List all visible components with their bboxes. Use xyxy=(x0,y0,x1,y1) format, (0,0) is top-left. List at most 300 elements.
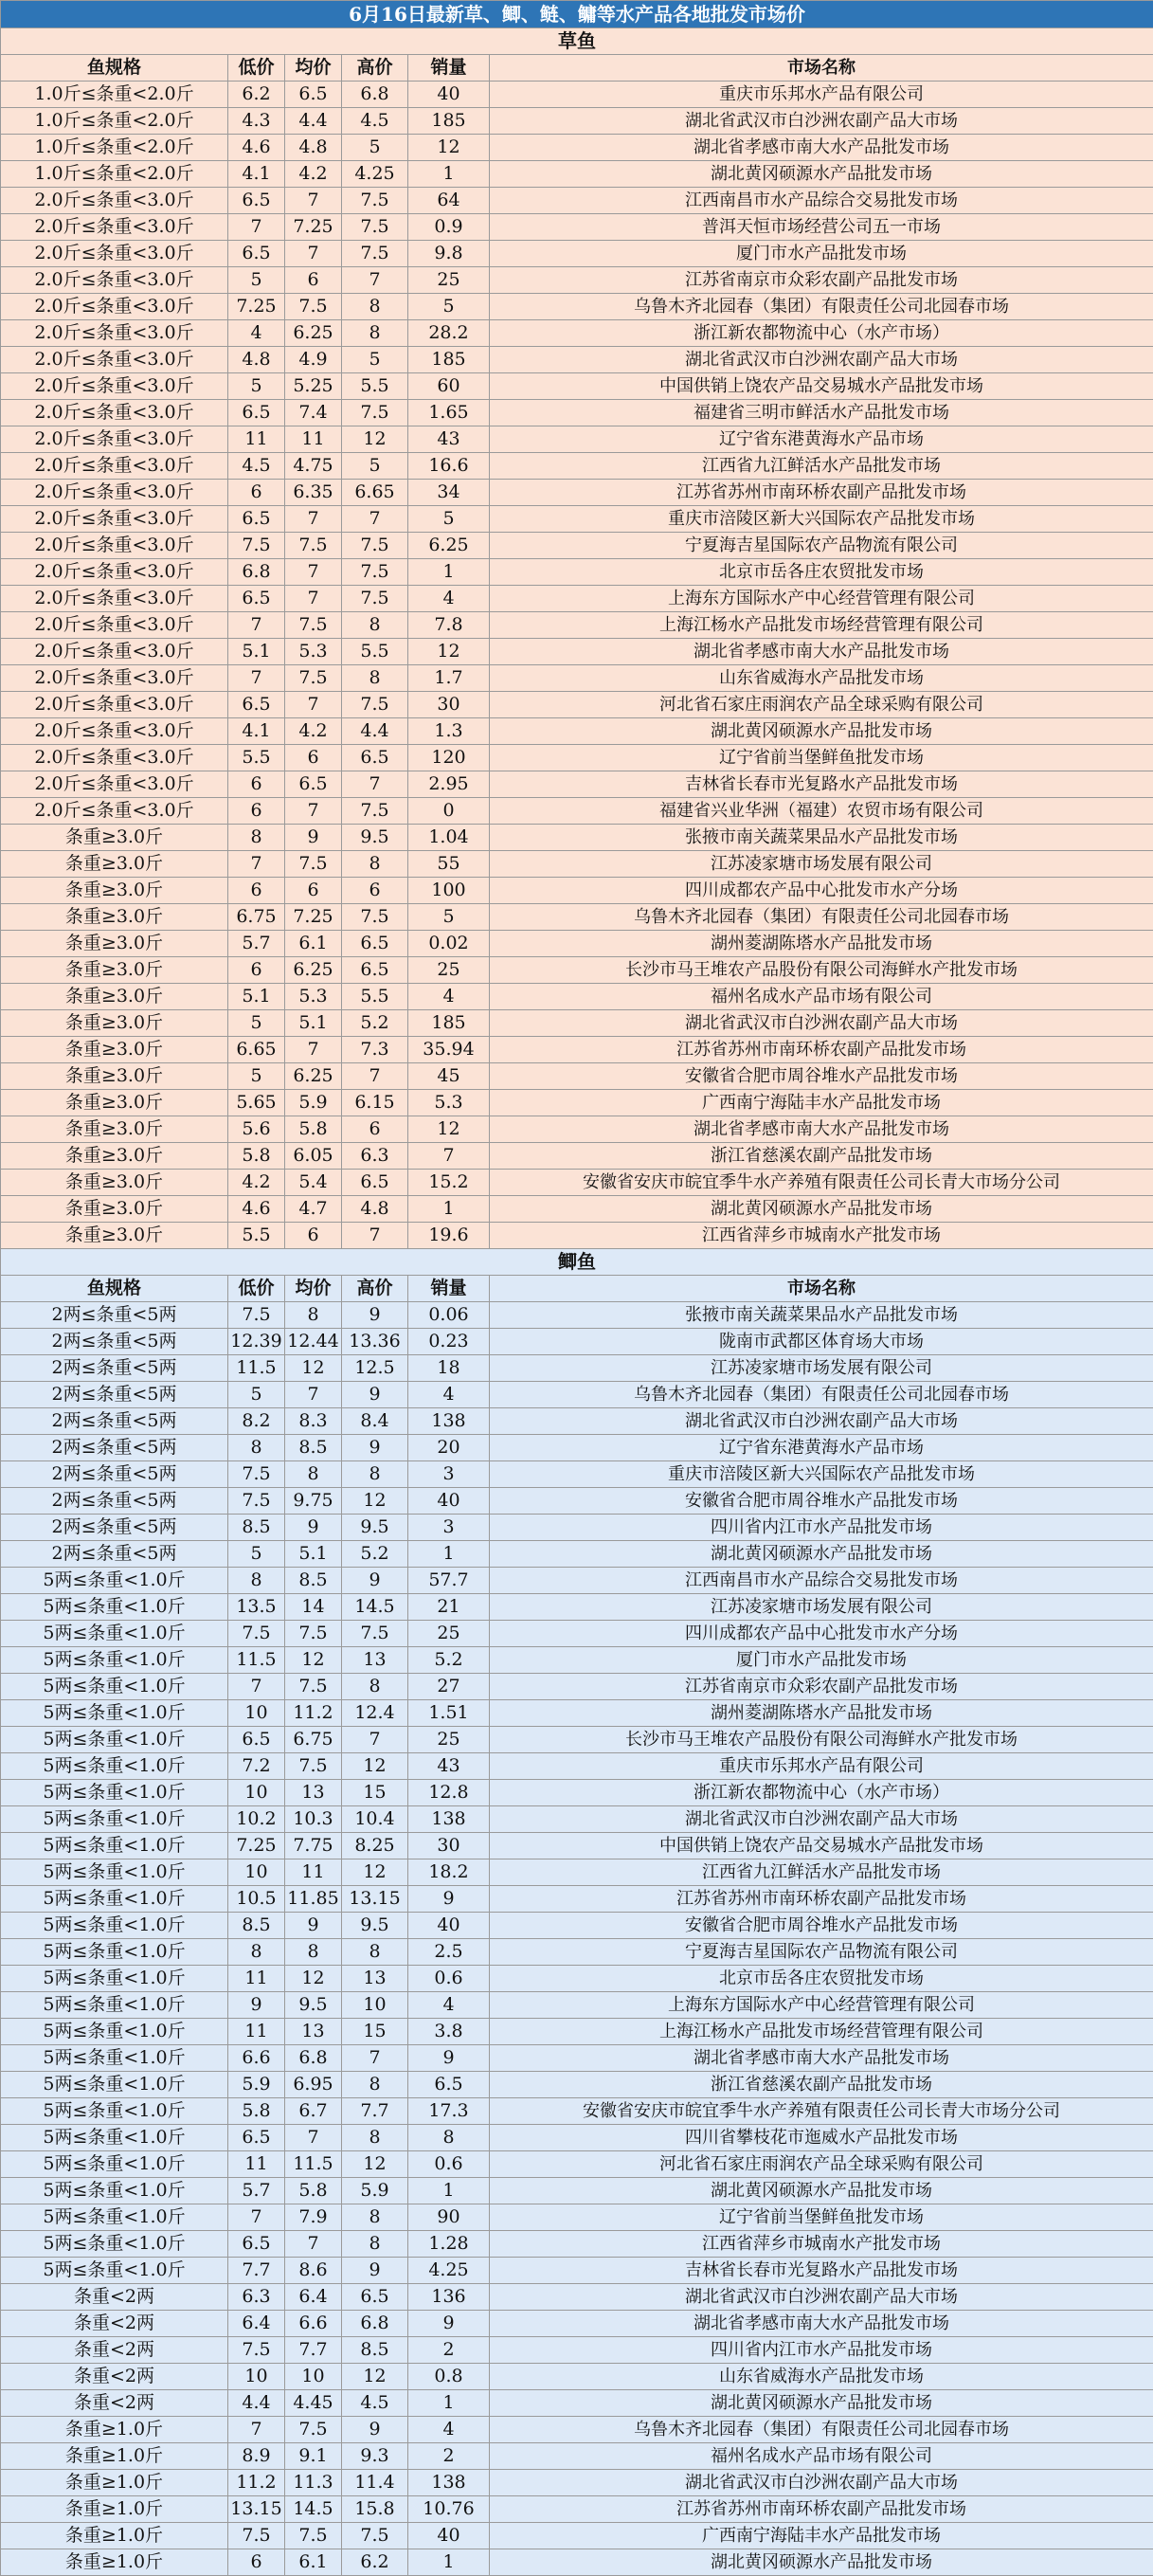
table-row xyxy=(1,1037,1153,1063)
high-price-cell: 5.5 xyxy=(342,639,408,665)
market-name-cell: 湖北省武汉市白沙洲农副产品大市场 xyxy=(490,347,1153,373)
volume-cell: 30 xyxy=(408,692,490,718)
market-name-cell: 江苏省南京市众彩农副产品批发市场 xyxy=(490,267,1153,294)
low-price-cell: 7.5 xyxy=(228,1621,285,1647)
market-name-cell: 浙江省慈溪农副产品批发市场 xyxy=(490,2072,1153,2098)
low-price-cell: 8.5 xyxy=(228,1913,285,1939)
header-low-price: 低价 xyxy=(228,1276,285,1302)
low-price-cell: 6.3 xyxy=(228,2284,285,2311)
low-price-cell: 4.6 xyxy=(228,135,285,161)
market-name-cell: 长沙市马王堆农产品股份有限公司海鲜水产批发市场 xyxy=(490,957,1153,984)
avg-price-cell: 7.4 xyxy=(285,400,342,426)
volume-cell: 5 xyxy=(408,294,490,320)
high-price-cell: 13.15 xyxy=(342,1886,408,1913)
high-price-cell: 8 xyxy=(342,665,408,692)
header-low-price: 低价 xyxy=(228,55,285,82)
table-row xyxy=(1,745,1153,771)
market-name-cell: 湖北黄冈硕源水产品批发市场 xyxy=(490,2178,1153,2204)
low-price-cell: 4.6 xyxy=(228,1196,285,1223)
market-name-cell: 北京市岳各庄农贸批发市场 xyxy=(490,559,1153,586)
market-name-cell: 江西省九江鲜活水产品批发市场 xyxy=(490,1859,1153,1886)
table-row xyxy=(1,294,1153,320)
spec-cell: 1.0斤≤条重<2.0斤 xyxy=(1,108,228,135)
volume-cell: 5.3 xyxy=(408,1090,490,1116)
market-name-cell: 辽宁省东港黄海水产品市场 xyxy=(490,1435,1153,1461)
high-price-cell: 8 xyxy=(342,294,408,320)
high-price-cell: 9.3 xyxy=(342,2443,408,2470)
table-row xyxy=(1,1886,1153,1913)
spec-cell: 5两≤条重<1.0斤 xyxy=(1,1833,228,1859)
volume-cell: 21 xyxy=(408,1594,490,1621)
market-name-cell: 宁夏海吉星国际农产品物流有限公司 xyxy=(490,1939,1153,1966)
high-price-cell: 7 xyxy=(342,1223,408,1249)
avg-price-cell: 7 xyxy=(285,1382,342,1408)
spec-cell: 2.0斤≤条重<3.0斤 xyxy=(1,718,228,745)
table-row xyxy=(1,2443,1153,2470)
high-price-cell: 6.5 xyxy=(342,1170,408,1196)
low-price-cell: 4.5 xyxy=(228,453,285,480)
volume-cell: 5 xyxy=(408,904,490,931)
spec-cell: 条重≥3.0斤 xyxy=(1,878,228,904)
market-name-cell: 辽宁省前当堡鲜鱼批发市场 xyxy=(490,745,1153,771)
volume-cell: 40 xyxy=(408,82,490,108)
avg-price-cell: 6 xyxy=(285,878,342,904)
avg-price-cell: 12 xyxy=(285,1966,342,1992)
market-name-cell: 湖北省武汉市白沙洲农副产品大市场 xyxy=(490,1806,1153,1833)
market-name-cell: 四川成都农产品中心批发市水产分场 xyxy=(490,1621,1153,1647)
high-price-cell: 9 xyxy=(342,2258,408,2284)
low-price-cell: 6.4 xyxy=(228,2311,285,2337)
volume-cell: 0.23 xyxy=(408,1329,490,1355)
market-name-cell: 湖北省武汉市白沙洲农副产品大市场 xyxy=(490,1408,1153,1435)
spec-cell: 2.0斤≤条重<3.0斤 xyxy=(1,612,228,639)
spec-cell: 5两≤条重<1.0斤 xyxy=(1,1753,228,1780)
volume-cell: 34 xyxy=(408,480,490,506)
market-name-cell: 上海东方国际水产中心经营管理有限公司 xyxy=(490,1992,1153,2019)
table-row xyxy=(1,2417,1153,2443)
table-row xyxy=(1,1913,1153,1939)
avg-price-cell: 7 xyxy=(285,798,342,825)
low-price-cell: 5.65 xyxy=(228,1090,285,1116)
table-row xyxy=(1,612,1153,639)
volume-cell: 5.2 xyxy=(408,1647,490,1674)
low-price-cell: 7 xyxy=(228,1674,285,1700)
high-price-cell: 7 xyxy=(342,1063,408,1090)
volume-cell: 25 xyxy=(408,1727,490,1753)
high-price-cell: 15.8 xyxy=(342,2496,408,2523)
table-row xyxy=(1,1382,1153,1408)
avg-price-cell: 11.3 xyxy=(285,2470,342,2496)
table-row xyxy=(1,2523,1153,2549)
high-price-cell: 6.5 xyxy=(342,2284,408,2311)
avg-price-cell: 6.05 xyxy=(285,1143,342,1170)
table-row xyxy=(1,559,1153,586)
low-price-cell: 13.15 xyxy=(228,2496,285,2523)
volume-cell: 12 xyxy=(408,135,490,161)
table-row xyxy=(1,1010,1153,1037)
spec-cell: 5两≤条重<1.0斤 xyxy=(1,2125,228,2151)
table-row xyxy=(1,453,1153,480)
avg-price-cell: 7.25 xyxy=(285,214,342,241)
spec-cell: 条重<2两 xyxy=(1,2311,228,2337)
spec-cell: 5两≤条重<1.0斤 xyxy=(1,1621,228,1647)
low-price-cell: 6 xyxy=(228,480,285,506)
table-row xyxy=(1,1063,1153,1090)
table-row xyxy=(1,1674,1153,1700)
low-price-cell: 6.6 xyxy=(228,2045,285,2072)
spec-cell: 5两≤条重<1.0斤 xyxy=(1,2072,228,2098)
spec-cell: 条重<2两 xyxy=(1,2390,228,2417)
avg-price-cell: 5.4 xyxy=(285,1170,342,1196)
avg-price-cell: 11.5 xyxy=(285,2151,342,2178)
table-row xyxy=(1,1806,1153,1833)
avg-price-cell: 4.75 xyxy=(285,453,342,480)
high-price-cell: 9.5 xyxy=(342,1913,408,1939)
high-price-cell: 15 xyxy=(342,2019,408,2045)
volume-cell: 1 xyxy=(408,2178,490,2204)
market-name-cell: 湖北黄冈硕源水产品批发市场 xyxy=(490,2390,1153,2417)
low-price-cell: 12.39 xyxy=(228,1329,285,1355)
volume-cell: 1.65 xyxy=(408,400,490,426)
market-name-cell: 张掖市南关蔬菜果品水产品批发市场 xyxy=(490,825,1153,851)
low-price-cell: 5 xyxy=(228,1382,285,1408)
avg-price-cell: 4.2 xyxy=(285,161,342,188)
table-row xyxy=(1,2231,1153,2258)
table-row xyxy=(1,692,1153,718)
spec-cell: 5两≤条重<1.0斤 xyxy=(1,2019,228,2045)
volume-cell: 1.7 xyxy=(408,665,490,692)
volume-cell: 138 xyxy=(408,2470,490,2496)
volume-cell: 3.8 xyxy=(408,2019,490,2045)
spec-cell: 条重≥3.0斤 xyxy=(1,851,228,878)
header-market-name: 市场名称 xyxy=(490,1276,1153,1302)
market-name-cell: 吉林省长春市光复路水产品批发市场 xyxy=(490,771,1153,798)
market-name-cell: 湖北省孝感市南大水产品批发市场 xyxy=(490,1116,1153,1143)
spec-cell: 5两≤条重<1.0斤 xyxy=(1,1939,228,1966)
table-row xyxy=(1,1435,1153,1461)
high-price-cell: 7.5 xyxy=(342,241,408,267)
avg-price-cell: 5.1 xyxy=(285,1010,342,1037)
table-row xyxy=(1,904,1153,931)
avg-price-cell: 7 xyxy=(285,1037,342,1063)
high-price-cell: 8 xyxy=(342,1939,408,1966)
spec-cell: 条重≥3.0斤 xyxy=(1,1143,228,1170)
high-price-cell: 13.36 xyxy=(342,1329,408,1355)
spec-cell: 2.0斤≤条重<3.0斤 xyxy=(1,426,228,453)
spec-cell: 条重≥1.0斤 xyxy=(1,2443,228,2470)
avg-price-cell: 6 xyxy=(285,1223,342,1249)
spec-cell: 2.0斤≤条重<3.0斤 xyxy=(1,586,228,612)
high-price-cell: 7.5 xyxy=(342,559,408,586)
market-name-cell: 乌鲁木齐北园春（集团）有限责任公司北园春市场 xyxy=(490,294,1153,320)
spec-cell: 5两≤条重<1.0斤 xyxy=(1,2178,228,2204)
spec-cell: 1.0斤≤条重<2.0斤 xyxy=(1,135,228,161)
volume-cell: 2.5 xyxy=(408,1939,490,1966)
high-price-cell: 13 xyxy=(342,1966,408,1992)
high-price-cell: 5.5 xyxy=(342,373,408,400)
low-price-cell: 7.5 xyxy=(228,1461,285,1488)
market-name-cell: 厦门市水产品批发市场 xyxy=(490,1647,1153,1674)
volume-cell: 9 xyxy=(408,1886,490,1913)
avg-price-cell: 11 xyxy=(285,1859,342,1886)
volume-cell: 40 xyxy=(408,1488,490,1515)
avg-price-cell: 6.4 xyxy=(285,2284,342,2311)
avg-price-cell: 6.75 xyxy=(285,1727,342,1753)
market-name-cell: 浙江新农都物流中心（水产市场） xyxy=(490,1780,1153,1806)
volume-cell: 6.25 xyxy=(408,533,490,559)
avg-price-cell: 4.4 xyxy=(285,108,342,135)
market-name-cell: 中国供销上饶农产品交易城水产品批发市场 xyxy=(490,1833,1153,1859)
high-price-cell: 6.2 xyxy=(342,2549,408,2576)
market-name-cell: 上海东方国际水产中心经营管理有限公司 xyxy=(490,586,1153,612)
avg-price-cell: 7.5 xyxy=(285,851,342,878)
spec-cell: 条重≥1.0斤 xyxy=(1,2549,228,2576)
spec-cell: 2两≤条重<5两 xyxy=(1,1382,228,1408)
avg-price-cell: 7 xyxy=(285,559,342,586)
market-name-cell: 安徽省合肥市周谷堆水产品批发市场 xyxy=(490,1488,1153,1515)
volume-cell: 1.04 xyxy=(408,825,490,851)
volume-cell: 25 xyxy=(408,267,490,294)
avg-price-cell: 13 xyxy=(285,1780,342,1806)
high-price-cell: 4.5 xyxy=(342,2390,408,2417)
spec-cell: 2.0斤≤条重<3.0斤 xyxy=(1,347,228,373)
market-name-cell: 江西省萍乡市城南水产批发市场 xyxy=(490,1223,1153,1249)
avg-price-cell: 14 xyxy=(285,1594,342,1621)
low-price-cell: 6.5 xyxy=(228,188,285,214)
avg-price-cell: 7 xyxy=(285,692,342,718)
low-price-cell: 6.2 xyxy=(228,82,285,108)
market-name-cell: 湖北省孝感市南大水产品批发市场 xyxy=(490,639,1153,665)
low-price-cell: 6.5 xyxy=(228,241,285,267)
market-name-cell: 厦门市水产品批发市场 xyxy=(490,241,1153,267)
market-name-cell: 江苏省苏州市南环桥农副产品批发市场 xyxy=(490,2496,1153,2523)
table-row xyxy=(1,82,1153,108)
volume-cell: 0.02 xyxy=(408,931,490,957)
avg-price-cell: 6.95 xyxy=(285,2072,342,2098)
spec-cell: 2.0斤≤条重<3.0斤 xyxy=(1,771,228,798)
high-price-cell: 7.5 xyxy=(342,692,408,718)
high-price-cell: 9 xyxy=(342,2417,408,2443)
market-name-cell: 湖北省孝感市南大水产品批发市场 xyxy=(490,2311,1153,2337)
table-row xyxy=(1,2072,1153,2098)
avg-price-cell: 5.8 xyxy=(285,2178,342,2204)
table-row xyxy=(1,1727,1153,1753)
volume-cell: 16.6 xyxy=(408,453,490,480)
section-header-row xyxy=(1,1249,1153,1276)
low-price-cell: 7.5 xyxy=(228,533,285,559)
market-name-cell: 重庆市乐邦水产品有限公司 xyxy=(490,82,1153,108)
market-name-cell: 福建省兴业华洲（福建）农贸市场有限公司 xyxy=(490,798,1153,825)
header-spec: 鱼规格 xyxy=(1,55,228,82)
low-price-cell: 7.5 xyxy=(228,1488,285,1515)
low-price-cell: 5 xyxy=(228,1063,285,1090)
market-name-cell: 四川省内江市水产品批发市场 xyxy=(490,1515,1153,1541)
spec-cell: 条重≥3.0斤 xyxy=(1,1223,228,1249)
low-price-cell: 4 xyxy=(228,320,285,347)
volume-cell: 25 xyxy=(408,957,490,984)
volume-cell: 18 xyxy=(408,1355,490,1382)
avg-price-cell: 5.8 xyxy=(285,1116,342,1143)
spec-cell: 条重≥3.0斤 xyxy=(1,1010,228,1037)
volume-cell: 1 xyxy=(408,2549,490,2576)
avg-price-cell: 14.5 xyxy=(285,2496,342,2523)
avg-price-cell: 7.5 xyxy=(285,1753,342,1780)
spec-cell: 条重≥3.0斤 xyxy=(1,904,228,931)
avg-price-cell: 7.5 xyxy=(285,533,342,559)
low-price-cell: 10 xyxy=(228,2364,285,2390)
avg-price-cell: 11 xyxy=(285,426,342,453)
high-price-cell: 12 xyxy=(342,1488,408,1515)
table-row xyxy=(1,1515,1153,1541)
header-volume: 销量 xyxy=(408,55,490,82)
low-price-cell: 5.5 xyxy=(228,1223,285,1249)
low-price-cell: 5 xyxy=(228,373,285,400)
table-row xyxy=(1,825,1153,851)
high-price-cell: 9.5 xyxy=(342,825,408,851)
table-row xyxy=(1,426,1153,453)
low-price-cell: 7.25 xyxy=(228,294,285,320)
market-name-cell: 中国供销上饶农产品交易城水产品批发市场 xyxy=(490,373,1153,400)
spec-cell: 5两≤条重<1.0斤 xyxy=(1,1674,228,1700)
low-price-cell: 6.75 xyxy=(228,904,285,931)
high-price-cell: 8.25 xyxy=(342,1833,408,1859)
table-row xyxy=(1,1143,1153,1170)
spec-cell: 2两≤条重<5两 xyxy=(1,1408,228,1435)
low-price-cell: 8.9 xyxy=(228,2443,285,2470)
high-price-cell: 7 xyxy=(342,506,408,533)
spec-cell: 2.0斤≤条重<3.0斤 xyxy=(1,241,228,267)
table-row xyxy=(1,161,1153,188)
high-price-cell: 7 xyxy=(342,771,408,798)
volume-cell: 12.8 xyxy=(408,1780,490,1806)
spec-cell: 条重≥1.0斤 xyxy=(1,2496,228,2523)
volume-cell: 45 xyxy=(408,1063,490,1090)
table-row xyxy=(1,2496,1153,2523)
header-high-price: 高价 xyxy=(342,55,408,82)
header-avg-price: 均价 xyxy=(285,1276,342,1302)
table-row xyxy=(1,1594,1153,1621)
volume-cell: 2 xyxy=(408,2443,490,2470)
spec-cell: 条重<2两 xyxy=(1,2284,228,2311)
spec-cell: 5两≤条重<1.0斤 xyxy=(1,1859,228,1886)
low-price-cell: 6 xyxy=(228,2549,285,2576)
low-price-cell: 10 xyxy=(228,1859,285,1886)
avg-price-cell: 5.1 xyxy=(285,1541,342,1568)
table-row xyxy=(1,984,1153,1010)
spec-cell: 条重≥1.0斤 xyxy=(1,2470,228,2496)
market-name-cell: 福建省三明市鲜活水产品批发市场 xyxy=(490,400,1153,426)
low-price-cell: 11.5 xyxy=(228,1647,285,1674)
high-price-cell: 7.5 xyxy=(342,904,408,931)
avg-price-cell: 6.25 xyxy=(285,320,342,347)
volume-cell: 60 xyxy=(408,373,490,400)
table-row xyxy=(1,1302,1153,1329)
table-row xyxy=(1,2390,1153,2417)
high-price-cell: 9 xyxy=(342,1435,408,1461)
table-row xyxy=(1,2337,1153,2364)
table-row xyxy=(1,1488,1153,1515)
low-price-cell: 6.5 xyxy=(228,2125,285,2151)
low-price-cell: 7 xyxy=(228,851,285,878)
market-name-cell: 乌鲁木齐北园春（集团）有限责任公司北园春市场 xyxy=(490,904,1153,931)
low-price-cell: 4.2 xyxy=(228,1170,285,1196)
low-price-cell: 5.7 xyxy=(228,2178,285,2204)
high-price-cell: 12 xyxy=(342,426,408,453)
low-price-cell: 7.5 xyxy=(228,2523,285,2549)
avg-price-cell: 12.44 xyxy=(285,1329,342,1355)
market-name-cell: 宁夏海吉星国际农产品物流有限公司 xyxy=(490,533,1153,559)
high-price-cell: 12 xyxy=(342,1859,408,1886)
spec-cell: 2.0斤≤条重<3.0斤 xyxy=(1,320,228,347)
volume-cell: 0.6 xyxy=(408,2151,490,2178)
high-price-cell: 4.8 xyxy=(342,1196,408,1223)
high-price-cell: 8 xyxy=(342,2125,408,2151)
spec-cell: 条重≥1.0斤 xyxy=(1,2417,228,2443)
table-row xyxy=(1,2364,1153,2390)
high-price-cell: 8 xyxy=(342,1674,408,1700)
spec-cell: 2两≤条重<5两 xyxy=(1,1488,228,1515)
volume-cell: 138 xyxy=(408,1408,490,1435)
avg-price-cell: 6.35 xyxy=(285,480,342,506)
table-row xyxy=(1,2284,1153,2311)
spec-cell: 2两≤条重<5两 xyxy=(1,1302,228,1329)
table-row xyxy=(1,718,1153,745)
high-price-cell: 6.5 xyxy=(342,957,408,984)
avg-price-cell: 8 xyxy=(285,1461,342,1488)
table-row xyxy=(1,347,1153,373)
volume-cell: 12 xyxy=(408,1116,490,1143)
avg-price-cell: 7.5 xyxy=(285,2417,342,2443)
spec-cell: 条重≥3.0斤 xyxy=(1,1116,228,1143)
spec-cell: 2.0斤≤条重<3.0斤 xyxy=(1,506,228,533)
table-row xyxy=(1,851,1153,878)
market-name-cell: 湖北省武汉市白沙洲农副产品大市场 xyxy=(490,108,1153,135)
spec-cell: 5两≤条重<1.0斤 xyxy=(1,1806,228,1833)
low-price-cell: 11.5 xyxy=(228,1355,285,1382)
high-price-cell: 10.4 xyxy=(342,1806,408,1833)
spec-cell: 2两≤条重<5两 xyxy=(1,1435,228,1461)
market-name-cell: 江西南昌市水产品综合交易批发市场 xyxy=(490,1568,1153,1594)
avg-price-cell: 7.75 xyxy=(285,1833,342,1859)
market-name-cell: 四川成都农产品中心批发市水产分场 xyxy=(490,878,1153,904)
table-row xyxy=(1,1223,1153,1249)
table-row xyxy=(1,1196,1153,1223)
volume-cell: 43 xyxy=(408,1753,490,1780)
high-price-cell: 4.5 xyxy=(342,108,408,135)
low-price-cell: 5.6 xyxy=(228,1116,285,1143)
market-name-cell: 河北省石家庄雨润农产品全球采购有限公司 xyxy=(490,2151,1153,2178)
volume-cell: 43 xyxy=(408,426,490,453)
volume-cell: 35.94 xyxy=(408,1037,490,1063)
low-price-cell: 5 xyxy=(228,1541,285,1568)
low-price-cell: 6.5 xyxy=(228,586,285,612)
high-price-cell: 15 xyxy=(342,1780,408,1806)
table-row xyxy=(1,188,1153,214)
spec-cell: 5两≤条重<1.0斤 xyxy=(1,1594,228,1621)
market-name-cell: 安徽省安庆市皖宜季牛水产养殖有限责任公司长青大市场分公司 xyxy=(490,2098,1153,2125)
spec-cell: 2.0斤≤条重<3.0斤 xyxy=(1,373,228,400)
volume-cell: 2.95 xyxy=(408,771,490,798)
avg-price-cell: 4.7 xyxy=(285,1196,342,1223)
page-title: 6月16日最新草、鲫、鲢、鳙等水产品各地批发市场价 xyxy=(1,1,1153,28)
volume-cell: 4 xyxy=(408,2417,490,2443)
spec-cell: 条重≥3.0斤 xyxy=(1,1090,228,1116)
table-row xyxy=(1,2204,1153,2231)
table-row xyxy=(1,1939,1153,1966)
volume-cell: 6.5 xyxy=(408,2072,490,2098)
spec-cell: 2.0斤≤条重<3.0斤 xyxy=(1,745,228,771)
price-table-body xyxy=(1,1,1153,2576)
